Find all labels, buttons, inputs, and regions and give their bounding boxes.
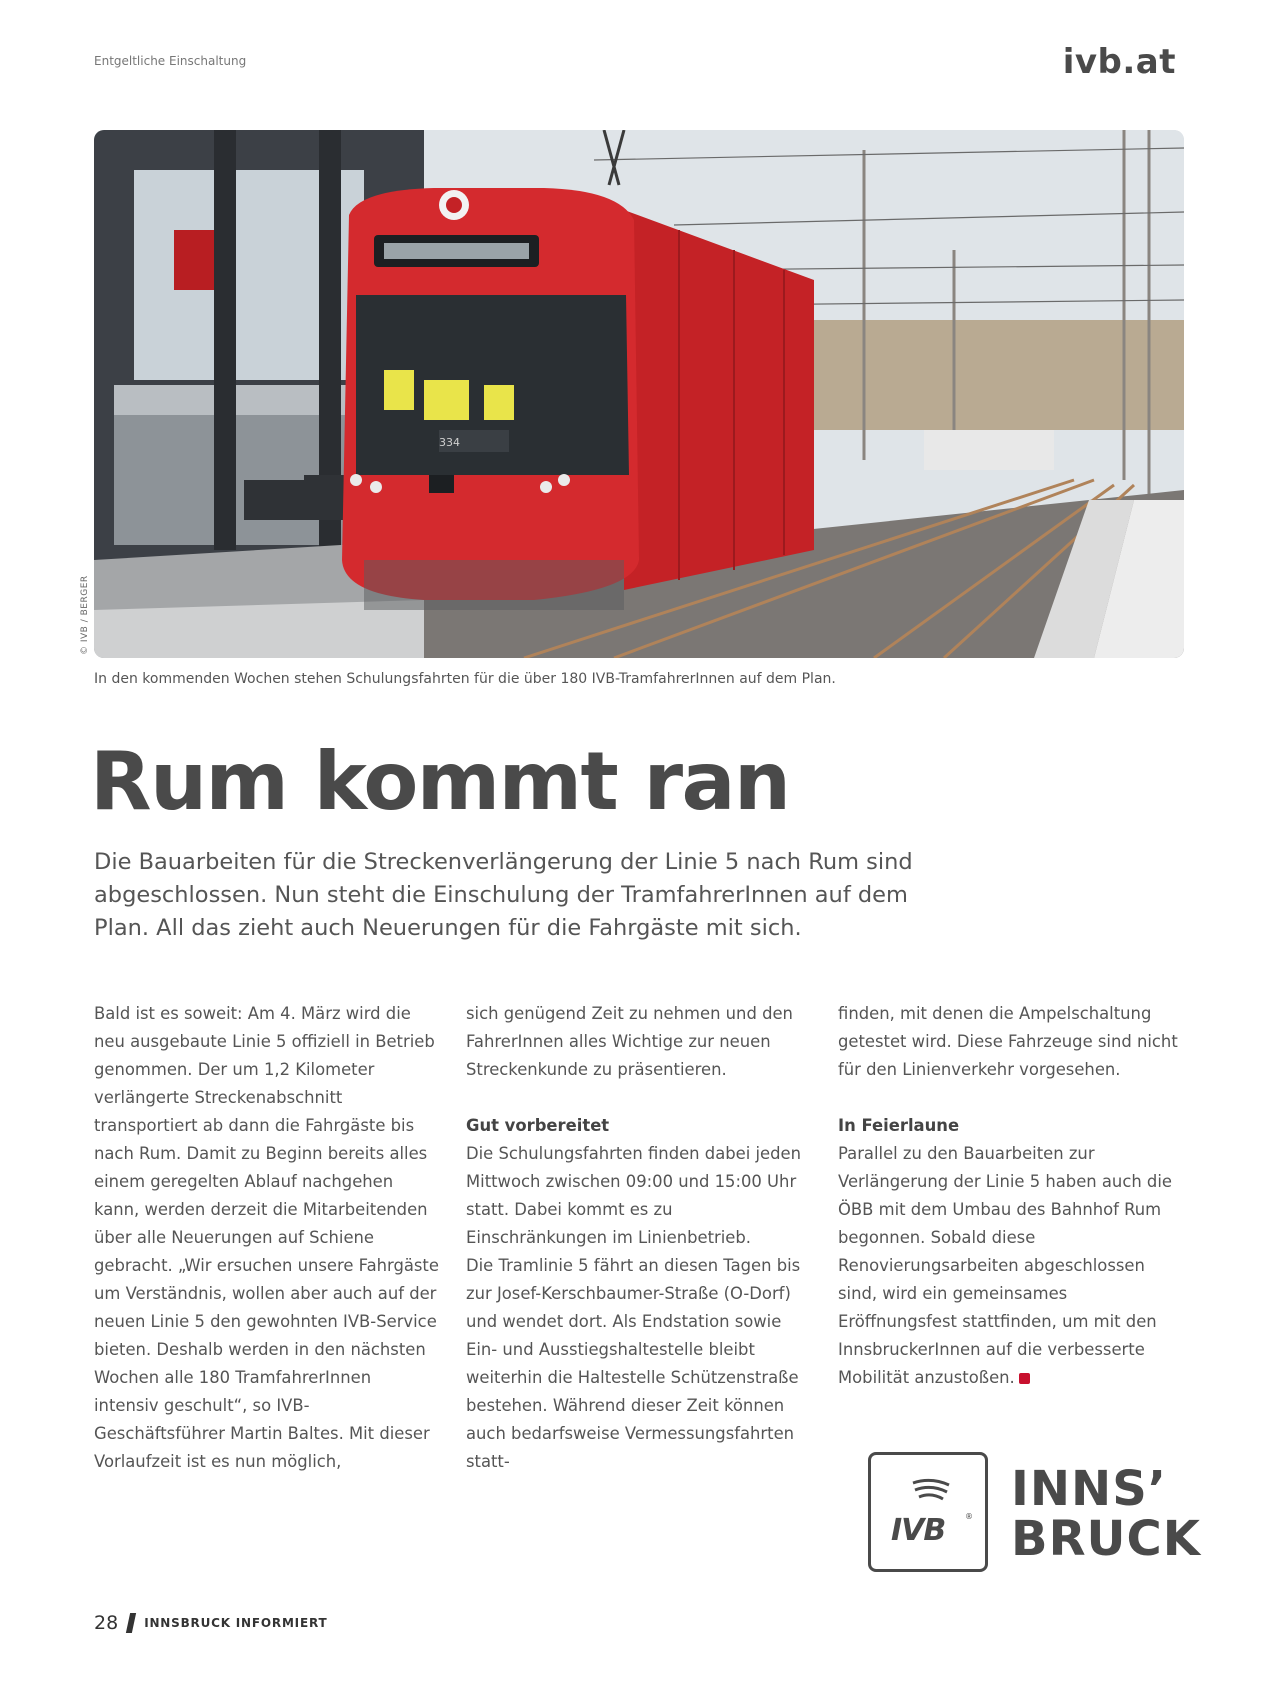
page-number: 28	[94, 1612, 119, 1634]
end-mark-icon	[1019, 1373, 1030, 1384]
col2-paragraph-3: Die Tramlinie 5 fährt an diesen Tagen bis zur Josef-Kerschbaumer-Straße (O-Dorf) und wendet dort. Als Endstation sowie Ein- und Ausstiegshaltestelle bleibt weiterhin die Haltestelle Schützenstraße bestehen. Während dieser Zeit können auch bedarfsweise Vermessungsfahrten statt-	[466, 1256, 801, 1471]
col3-paragraph-2-wrap	[838, 1140, 1183, 1392]
column-1	[94, 1000, 439, 1476]
col1-paragraph: Bald ist es soweit: Am 4. März wird die neu ausgebaute Linie 5 offiziell in Betrieb genommen. Der um 1,2 Kilometer verlängerte Streckenabschnitt transportiert ab dann die Fahrgäste bis nach Rum. Damit zu Beginn bereits alles einem geregelten Ablauf nachgehen kann, werden derzeit die Mitarbeitenden über alle Neuerungen auf Schiene gebracht. „Wir ersuchen unsere Fahrgäste um Verständnis, wollen aber auch auf der neuen Linie 5 den gewohnten IVB-Service bieten. Deshalb werden in den nächsten Wochen alle 180 TramfahrerInnen intensiv geschult“, so IVB-Geschäftsführer Martin Baltes. Mit dieser Vorlaufzeit ist es nun möglich,	[94, 1004, 439, 1471]
col2-paragraph-1: sich genügend Zeit zu nehmen und den FahrerInnen alles Wichtige zur neuen Streckenkunde zu präsentieren.	[466, 1004, 793, 1079]
subheading-in-feierlaune: In Feierlaune	[838, 1116, 960, 1135]
col3-paragraph-2: Parallel zu den Bauarbeiten zur Verlängerung der Linie 5 haben auch die ÖBB mit dem Umbau des Bahnhof Rum begonnen. Sobald diese Renovierungsarbeiten abgeschlossen sind, wird ein gemeinsames Eröffnungsfest stattfinden, um mit den InnsbruckerInnen auf die verbesserte Mobilität anzustoßen.	[838, 1144, 1172, 1387]
column-2	[466, 1000, 811, 1476]
innsbruck-wordmark	[1011, 1461, 1201, 1567]
tram-number: 334	[439, 436, 460, 449]
wordmark-line-2: BRUCK	[1011, 1511, 1201, 1567]
ivb-registered-mark: ®	[965, 1512, 973, 1521]
lead-paragraph: Die Bauarbeiten für die Streckenverlängerung der Linie 5 nach Rum sind abgeschlossen. Nun steht die Einschulung der TramfahrerInnen auf dem Plan. All das zieht auch Neuerungen für die Fahrgäste mit sich.	[94, 849, 913, 941]
ivb-logo-text: IVB	[891, 1513, 946, 1548]
column-3	[838, 1000, 1183, 1392]
subheading-gut-vorbereitet: Gut vorbereitet	[466, 1116, 610, 1135]
headline: Rum kommt ran	[90, 735, 790, 828]
footer-slash-icon	[126, 1613, 136, 1633]
advertorial-label: Entgeltliche Einschaltung	[94, 54, 247, 68]
brand-url[interactable]: ivb.at	[1062, 42, 1176, 82]
ivb-logo	[868, 1452, 988, 1572]
footer	[94, 1612, 327, 1634]
tram-photo	[94, 130, 1184, 658]
photo-caption: In den kommenden Wochen stehen Schulungsfahrten für die über 180 IVB-TramfahrerInnen auf dem Plan.	[94, 671, 836, 687]
ivb-swoosh-icon	[911, 1477, 951, 1507]
wordmark-line-1: INNS’	[1011, 1461, 1168, 1517]
publication-title: INNSBRUCK INFORMIERT	[144, 1616, 328, 1630]
photo-credit: © IVB / BERGER	[80, 575, 90, 655]
col2-paragraph-2: Die Schulungsfahrten finden dabei jeden Mittwoch zwischen 09:00 und 15:00 Uhr statt. Dabei kommt es zu Einschränkungen im Linienbetrieb.	[466, 1144, 801, 1247]
col3-paragraph-1: finden, mit denen die Ampelschaltung getestet wird. Diese Fahrzeuge sind nicht für den Linienverkehr vorgesehen.	[838, 1004, 1178, 1079]
